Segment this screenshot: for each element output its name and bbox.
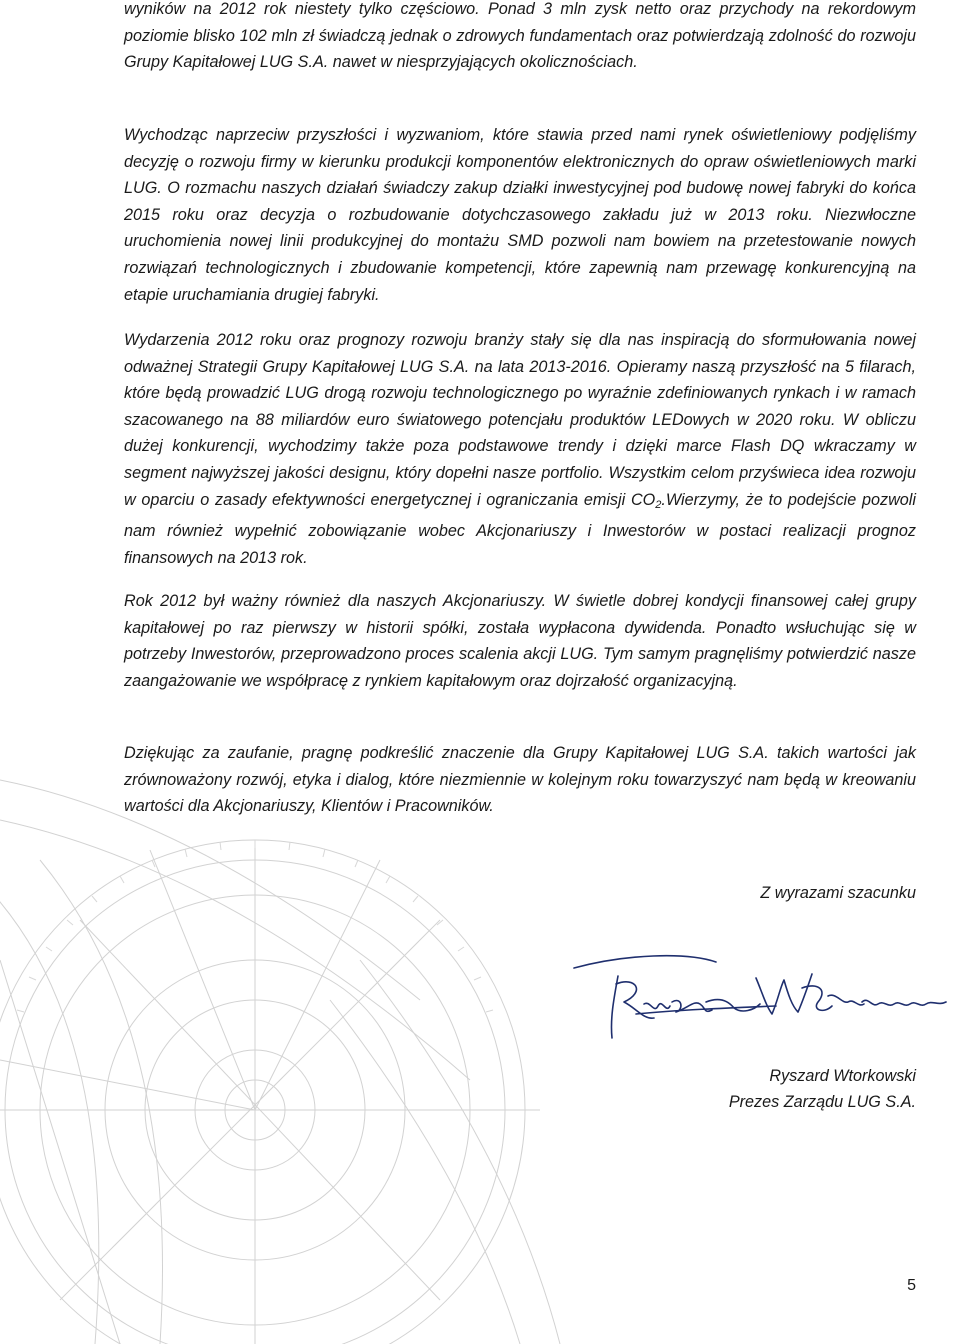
paragraph-3 [124,327,916,571]
co2-subscript: 2 [655,498,662,511]
paragraph-5: Dziękując za zaufanie, pragnę podkreślić znaczenie dla Grupy Kapitałowej LUG S.A. takich wartości jak zrównoważony rozwój, etyka i dialog, które niezmiennie w kolejnym roku towarzyszyć nam będą w kreowaniu wartości dla Akcjonariuszy, Klientów i Pracowników. [124,744,916,816]
paragraph-3-text: Wydarzenia 2012 roku oraz prognozy rozwoju branży stały się dla nas inspiracją do sformułowania nowej odważnej Strategii Grupy Kapitałowej LUG S.A. na lata 2013-2016. Opieramy naszą przyszłość na 5 filarach, które będą prowadzić LUG drogą rozwoju technologicznego po wyraźnie zdefiniowanych rynkach i w ramach szacowanego na 88 miliardów euro światowego potencjału produktów LEDowych w 2020 roku. W obliczu dużej konkurencji, wychodzimy także poza podstawowe trendy i dzięki marce Flash DQ wkraczamy w segment najwyższej jakości designu, który dopełni nasze portfolio. Wszystkim celom przyświeca idea rozwoju w oparciu o zasady efektywności energetycznej i ograniczania emisji CO [124,331,916,509]
paragraph-2: Wychodząc naprzeciw przyszłości i wyzwaniom, które stawia przed nami rynek oświetleniowy podjęliśmy decyzję o rozwoju firmy w kierunku produkcji komponentów elektronicznych do opraw oświetleniowych marki LUG. O rozmachu naszych działań świadczy zakup działki inwestycyjnej pod budowę nowej fabryki do końca 2015 roku oraz decyzja o rozbudowanie dotychczasowego zakładu już w 2013 roku. Niezwłoczne uruchomienia nowej linii produkcyjnej do montażu SMD pozwoli nam bowiem na przetestowanie nowych rozwiązań technologicznych i zbudowanie kompetencji, które zapewnią nam przewagę konkurencyjną na etapie uruchamiania drugiej fabryki. [124,126,916,304]
page-number: 5 [907,1277,916,1294]
signatory-role: Prezes Zarządu LUG S.A. [728,1093,916,1111]
handwritten-signature [566,948,956,1058]
paragraph-4: Rok 2012 był ważny również dla naszych Akcjonariuszy. W świetle dobrej kondycji finansowej całej grupy kapitałowej po raz pierwszy w historii spółki, została wypłacona dywidenda. Ponadto wsłuchując się w potrzeby Inwestorów, przeprowadzono proces scalenia akcji LUG. Tym samym pragnęliśmy potwierdzić nasze zaangażowanie we współpracę z rynkiem kapitałowym oraz dojrzałość organizacyjną. [124,592,916,690]
signatory-block [729,1063,916,1115]
closing-salutation: Z wyrazami szacunku [760,884,916,902]
paragraph-1: wyników na 2012 rok niestety tylko częściowo. Ponad 3 mln zysk netto oraz przychody na rekordowym poziomie blisko 102 mln zł świadczą jednak o zdrowych fundamentach oraz potwierdzają zdolność do rozwoju Grupy Kapitałowej LUG S.A. nawet w niesprzyjających okolicznościach. [124,0,916,72]
paragraph-3-text-end: .Wierzymy, że to podejście pozwoli nam również wypełnić zobowiązanie wobec Akcjonariuszy i Inwestorów w postaci realizacji prognoz finansowych na 2013 rok. [124,490,916,567]
signatory-name: Ryszard Wtorkowski [769,1067,916,1085]
